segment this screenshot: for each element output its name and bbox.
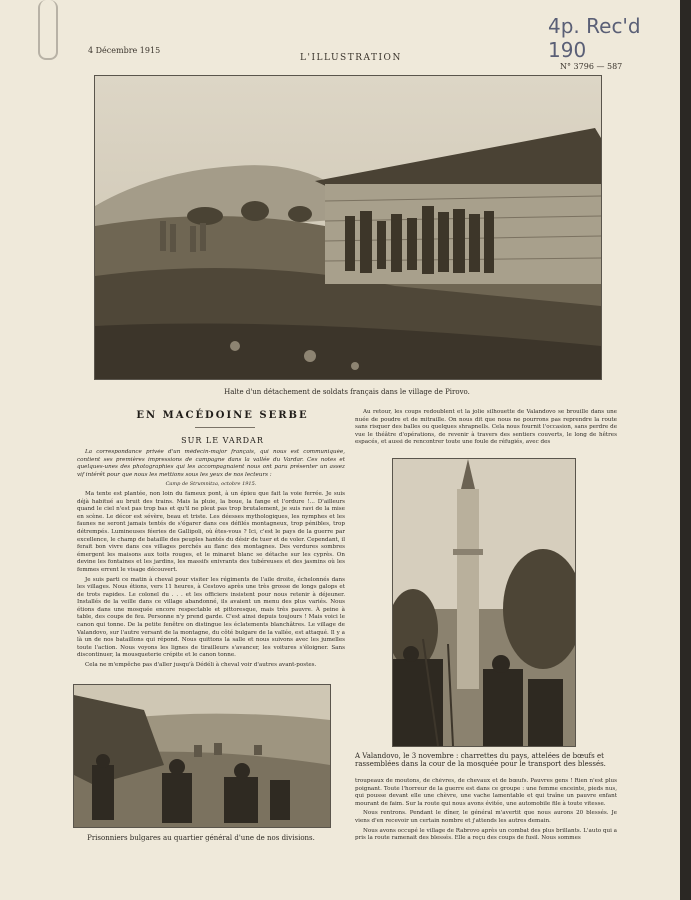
article-place-date: Camp de Strumnitza, octobre 1915. [165, 481, 257, 488]
article-paragraph: Au retour, les coups redoublent et la jolie silhouette de Valandovo se brouille dans une nuée de poudre et de mitraille. On nous dit que nous ne pourrons pas reprendre la route sans risquer des balles ou quelques shrapnells. Cela nous fournit l'occasion, sans perdre de vue le théâtre d'opérations, de revenir à travers des sentiers couverts, le long de hêtres espacés, et aussi de rencontrer toute une foule de réfugiés, avec des [355, 409, 617, 446]
article-paragraph: troupeaux de moutons, de chèvres, de chevaux et de bœufs. Pauvres gens ! Rien n'est plus poignant. Toute l'horreur de la guerre est dans ce groupe : une femme enceinte, pieds nus, qui pousse devant elle une chèvre, une vache lamentable et qui traîne un pauvre enfant mourant de faim. Sur la route qui nous avons évitée, une automobile file à toute vitesse. [355, 778, 617, 807]
handwritten-note: 4p. Rec'd 190 [548, 14, 641, 62]
article-column-1 [77, 449, 345, 675]
article-paragraph: Je suis parti ce matin à cheval pour visiter les régiments de l'aile droite, échelonnés dans les villages. Nous étions, vers 11 heures, à Cestovo après une très grosse de longs galops et de trots rapides. Le colonel du . . . et les officiers insistent pour nous retenir à déjeuner. Installés de la veille dans ce village abandonné, ils avaient un menu des plus variés. Nous étions dans une mosquée encore respectable et pittoresque, mais très pauvre. À peine à table, des coups de feu. Personne n'y prend garde. C'est ainsi depuis toujours ! Mais voici le canon qui tonne. De la petite fenêtre on distingue les éclatements blanchâtres. Le village de Valandovo, sur l'autre versant de la montagne, du côté bulgare de la vallée, est attaqué. Il y a là un de nos bataillons qui répond. Nous quittons la salle et nous suivons avec les jumelles toute l'action. Nous voyons les lignes de tirailleurs s'avancer, les voitures s'éloigner. Sans discontinuer, la mousqueterie crépite et le canon tonne. [77, 576, 345, 659]
article-column-2-bottom [355, 778, 617, 864]
article-paragraph: Ma tente est plantée, non loin du fameux pont, à un épieu que fait la voie ferrée. Je suis déjà habitué au bruit des trains. Mais la pluie, la boue, la fange et l'ordure !... D'ailleurs quand le ciel n'est pas trop bas et qu'il ne pleut pas trop brutalement, je suis ravi de la mise en scène. Le décor est sévère, beau et triste. Les déesses mythologiques, les nymphes et les faunes ne seront jamais tentés de s'égarer dans ces défilés montagneux, trop pénibles, trop détrempés. Lumineuses féeries de Gallipoli, où êtes-vous ? Ici, c'est le pays de la guerre par excellence, le champ de bataille des peuples hantés du désir de tuer et de voler. Cependant, il ferait bon vivre dans ces villages perchés au flanc des montagnes. Des verdures sombres émergent les maisons aux toits rouges, et le minaret blanc se détache sur les cyprès. On devine les fontaines et les jardins, les massifs enivrants des tubéreuses et des jasmins où les femmes errent le visage découvert. [77, 490, 345, 573]
page-edge-shadow [680, 0, 691, 900]
photo-minaret-caption: A Valandovo, le 3 novembre : charrettes du pays, attelées de bœufs et rassemblées dans la cour de la mosquée pour le transport des blessés. [355, 752, 606, 768]
header-issue: N° 3796 — 587 [560, 62, 623, 71]
photo-soldiers-pirovo [94, 75, 602, 380]
article-paragraph: Nous rentrons. Pendant le dîner, le général m'avertit que nous aurons 20 blessés. Je viens d'en recevoir un certain nombre et j'attends les autres demain. [355, 810, 617, 824]
article-subtitle: SUR LE VARDAR [181, 436, 264, 445]
article-paragraph: Cela ne m'empêche pas d'aller jusqu'à Dédéli à cheval voir d'autres avant-postes. [85, 662, 317, 669]
article-paragraph: Nous avons occupé le village de Rabrovo après un combat des plus brillants. L'auto qui a pris la route ramenait des blessés. Elle a reçu des coups de fusil. Nous sommes [355, 827, 617, 842]
article-intro: La correspondance privée d'un médecin-major français, qui nous est communiquée, contient ses premières impressions de campagne dans la vallée du Vardar. Ces notes et quelques-unes des photographies qui les accompagnaient nous ont paru présenter un assez vif intérêt pour que nous les mettions sous les yeux de nos lecteurs : [77, 449, 345, 478]
photo-bulgarian-prisoners [73, 684, 331, 828]
photo-valandovo-mosque [392, 458, 576, 747]
photo-bottom-caption: Prisonniers bulgares au quartier général d'une de nos divisions. [87, 834, 315, 842]
header-journal: L'ILLUSTRATION [300, 53, 402, 63]
binder-clip [38, 0, 58, 60]
article-title: EN MACÉDOINE SERBE [136, 410, 309, 421]
header-date: 4 Décembre 1915 [88, 46, 161, 55]
article-column-2-top [355, 409, 617, 455]
title-rule [195, 427, 255, 428]
photo-top-caption: Halte d'un détachement de soldats français dans le village de Pirovo. [224, 388, 470, 396]
